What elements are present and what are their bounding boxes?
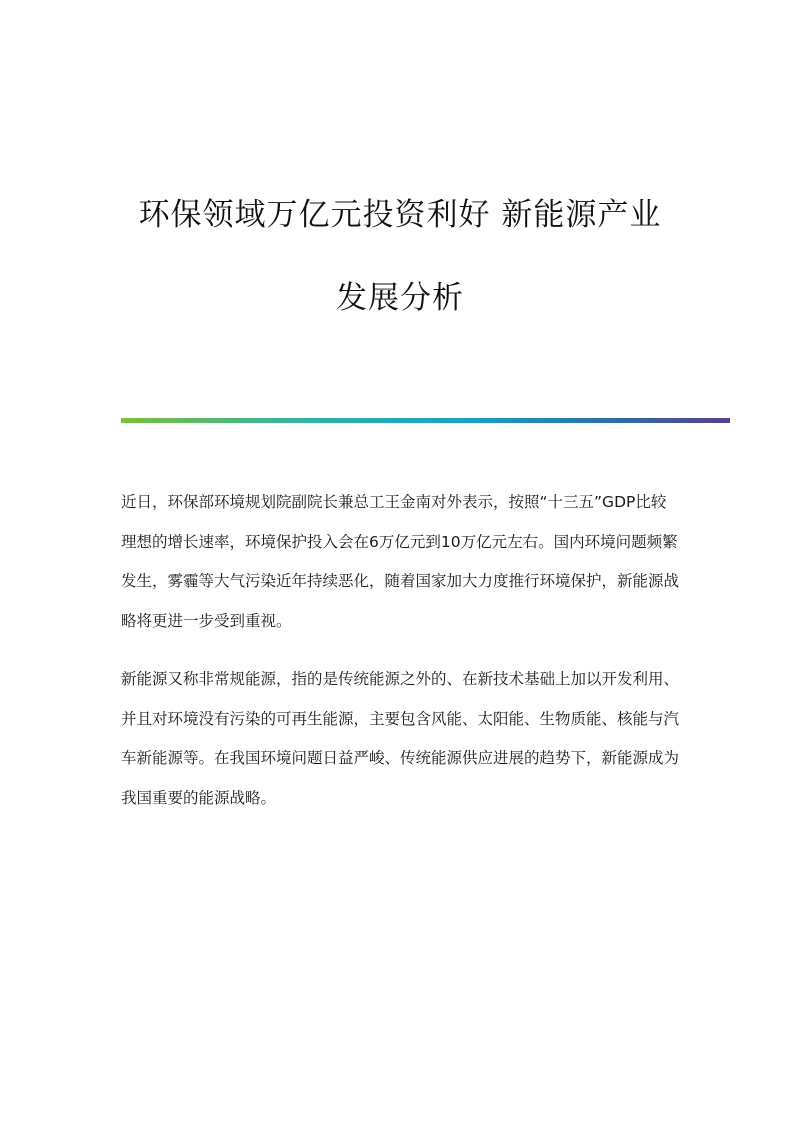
gradient-divider (121, 418, 730, 423)
document-title-line-1: 环保领域万亿元投资利好 新能源产业 (138, 197, 662, 233)
paragraph-2: 新能源又称非常规能源，指的是传统能源之外的、在新技术基础上加以开发利用、并且对环境没有污染的可再生能源，主要包含风能、太阳能、生物质能、核能与汽车新能源等。在我国环境问题日益严峻、传统能源供应进展的趋势下，新能源成为我国重要的能源战略。 (121, 670, 680, 807)
document-title-line-2: 发展分析 (336, 280, 464, 316)
paragraph-1: 近日，环保部环境规划院副院长兼总工王金南对外表示，按照“十三五”GDP比较理想的增长速率，环境保护投入会在6万亿元到10万亿元左右。国内环境问题频繁发生，雾霾等大气污染近年持续恶化，随着国家加大力度推行环境保护，新能源战略将更进一步受到重视。 (121, 493, 680, 630)
